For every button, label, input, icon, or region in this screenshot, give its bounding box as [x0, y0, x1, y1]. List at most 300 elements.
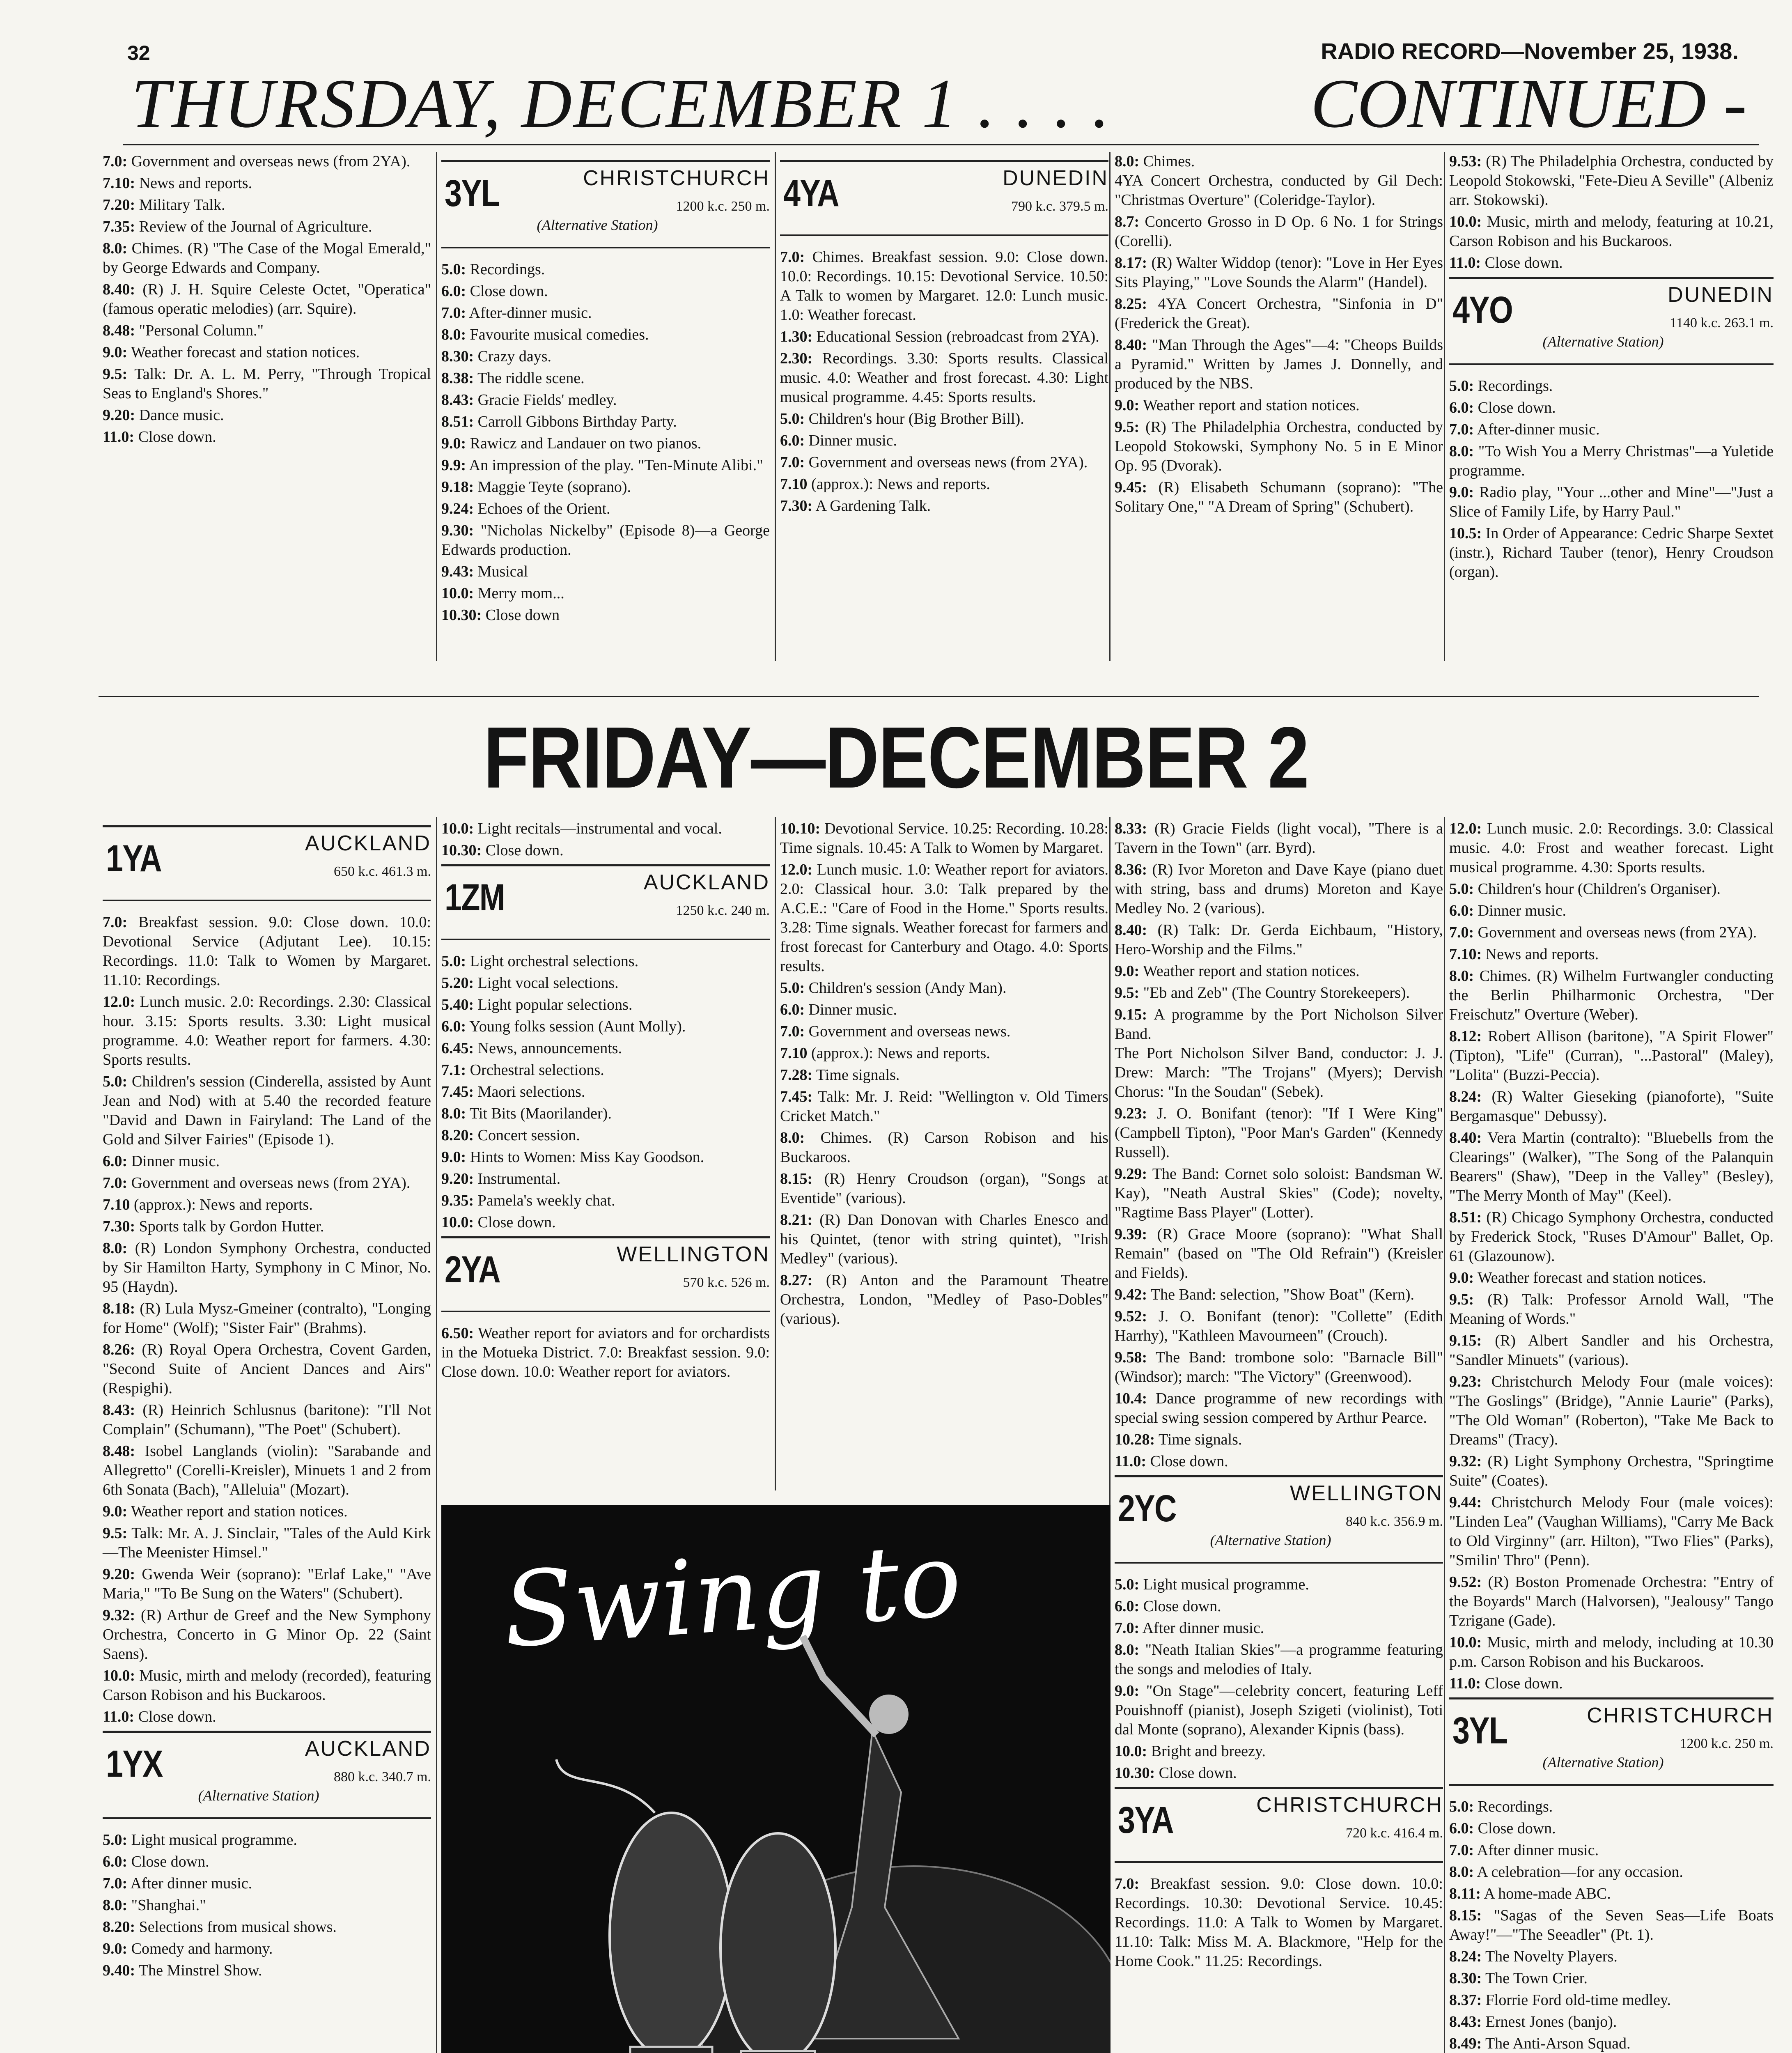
schedule-entry: [103, 1939, 431, 1959]
schedule: [441, 1324, 770, 1382]
entry-text: The Band: selection, "Show Boat" (Kern).: [1147, 1286, 1415, 1303]
entry-text: The Novelty Players.: [1482, 1948, 1618, 1965]
schedule-entry: [1449, 1573, 1774, 1630]
alternative-label: (Alternative Station): [537, 217, 658, 233]
entry-time: 5.20:: [441, 974, 474, 992]
friday-column-1: [103, 821, 431, 1983]
entry-time: 9.5:: [1115, 418, 1140, 436]
entry-time: 9.44:: [1449, 1494, 1482, 1511]
schedule-entry: [1115, 418, 1443, 475]
schedule-entry: [1449, 1633, 1774, 1672]
entry-text: Dinner music.: [1474, 902, 1566, 919]
schedule: [1115, 1874, 1443, 1971]
page-number: 32: [127, 41, 150, 64]
entry-time: 5.0:: [1449, 377, 1474, 395]
schedule-entry: [1449, 483, 1774, 521]
entry-text: "To Wish You a Merry Christmas"—a Yuletide programme.: [1449, 443, 1774, 479]
entry-text: (R) Ivor Moreton and Dave Kaye (piano duet with string, bass and drums) Moreton and Kaye Medley No. 2 (various).: [1115, 861, 1443, 917]
entry-text: Pamela's weekly chat.: [474, 1192, 615, 1209]
entry-text: After dinner music.: [1474, 1842, 1599, 1859]
city: WELLINGTON: [617, 1242, 770, 1266]
entry-time: 7.35:: [103, 218, 135, 235]
entry-text: Isobel Langlands (violin): "Sarabande and Allegretto" (Corelli-Kreisler), Minuets 1 and 2 from 6th Sonata (Bach), "Alleluia" (Mozart).: [103, 1442, 431, 1498]
schedule-entry: [780, 496, 1108, 516]
schedule-entry: [1115, 1575, 1443, 1594]
entry-time: 7.0:: [103, 1875, 128, 1892]
entry-time: 7.10:: [103, 175, 135, 192]
schedule-entry: [1449, 1797, 1774, 1816]
column-divider: [436, 817, 437, 2053]
schedule-entry: [1449, 398, 1774, 418]
frequency: 1200 k.c. 250 m.: [1680, 1736, 1774, 1751]
entry-time: 7.0:: [780, 454, 805, 471]
schedule-entry: [1115, 983, 1443, 1003]
call-sign: 3YL: [1452, 1710, 1507, 1752]
entry-text: Light popular selections.: [474, 996, 633, 1013]
entry-text: Time signals.: [1155, 1431, 1242, 1448]
schedule-entry: [1115, 1764, 1443, 1783]
entry-time: 9.35:: [441, 1192, 474, 1209]
entry-text: A Gardening Talk.: [812, 497, 931, 514]
schedule-entry: [780, 1000, 1108, 1020]
schedule-entry: [1449, 1906, 1774, 1945]
entry-text: Government and overseas news.: [805, 1023, 1011, 1040]
entry-time: 10.10:: [780, 820, 821, 837]
entry-time: 9.9:: [441, 457, 466, 474]
entry-text: "On Stage"—celebrity concert, featuring Leff Pouishnoff (pianist), Joseph Szigeti (violinist), Toti dal Monte (soprano), Alexander Kipnis (bass).: [1115, 1682, 1443, 1738]
entry-text: Rawicz and Landauer on two pianos.: [466, 435, 702, 452]
schedule-entry: [780, 453, 1108, 472]
entry-text: "Personal Column.": [135, 322, 264, 339]
entry-text: Chimes. (R) "The Case of the Mogal Emerald," by George Edwards and Company.: [103, 240, 431, 276]
entry-time: 8.0:: [441, 326, 466, 343]
page-title: THURSDAY, DECEMBER 1 . . . .: [131, 65, 1111, 142]
entry-text: Government and overseas news (from 2YA).: [127, 1174, 411, 1192]
entry-time: 8.40:: [1449, 1129, 1482, 1146]
entry-text: Selections from musical shows.: [135, 1918, 337, 1936]
schedule-entry: [103, 1874, 431, 1893]
schedule-entry: [441, 347, 770, 366]
entry-text: (approx.): News and reports.: [807, 1045, 990, 1062]
entry-time: 8.48:: [103, 322, 135, 339]
entry-time: 7.45:: [780, 1088, 813, 1105]
schedule-entry: [441, 1126, 770, 1145]
entry-time: 8.0:: [103, 1240, 128, 1257]
call-sign: 4YO: [1452, 289, 1513, 331]
schedule-entry: [441, 303, 770, 323]
entry-text: Chimes. (R) Wilhelm Furtwangler conducting the Berlin Philharmonic Orchestra, "Der Freischutz" Overture (Weber).: [1449, 967, 1774, 1023]
schedule-entry: [780, 1128, 1108, 1167]
ad-headline: Swing to: [499, 1519, 965, 1671]
entry-text: A home-made ABC.: [1481, 1885, 1611, 1902]
entry-time: 7.30:: [103, 1218, 135, 1235]
schedule-entry: [441, 1213, 770, 1232]
entry-time: 9.0:: [1449, 1269, 1474, 1286]
schedule-entry: [1449, 420, 1774, 439]
schedule-entry: [1115, 1104, 1443, 1162]
entry-text: Vera Martin (contralto): "Bluebells from the Clearings" (Walker), "The Song of the Palanquin Bearers" (Shaw), "Deep in the Valley" (Besley), "The Merry Month of May" (Keel).: [1449, 1129, 1774, 1204]
entry-text: Government and overseas news (from 2YA).: [805, 454, 1088, 471]
thursday-column-1: [103, 152, 431, 449]
schedule-entry: [780, 1087, 1108, 1126]
entry-text: Echoes of the Orient.: [474, 500, 610, 517]
entry-text: 4YA Concert Orchestra, "Sinfonia in D" (Frederick the Great).: [1115, 295, 1443, 332]
entry-text: Lunch music. 2.0: Recordings. 3.0: Classical music. 4.0: Frost and weather forecast. Light musical programme. 4.30: Sports results.: [1449, 820, 1774, 876]
entry-time: 9.5:: [103, 1525, 128, 1542]
entry-text: After-dinner music.: [1474, 421, 1600, 438]
entry-time: 8.43:: [103, 1401, 135, 1419]
schedule-entry: [1115, 1285, 1443, 1304]
call-sign: 4YA: [783, 172, 839, 214]
schedule-entry: [780, 475, 1108, 494]
entry-time: 11.0:: [1449, 1675, 1481, 1692]
schedule-entry: [1115, 819, 1443, 858]
schedule-entry: [441, 521, 770, 560]
entry-text: (approx.): News and reports.: [807, 475, 990, 493]
entry-text: Crazy days.: [474, 348, 552, 365]
entry-text: (approx.): News and reports.: [130, 1196, 313, 1213]
entry-text: (R) J. H. Squire Celeste Octet, "Operatica" (famous operatic melodies) (arr. Squire).: [103, 281, 431, 317]
entry-time: 8.0:: [1449, 1863, 1474, 1881]
alternative-label: (Alternative Station): [1542, 333, 1664, 350]
city: WELLINGTON: [1290, 1481, 1443, 1505]
entry-time: 6.0:: [441, 1018, 466, 1035]
entry-time: 9.43:: [441, 563, 474, 580]
entry-text: Close down.: [134, 428, 216, 446]
schedule-entry: [1115, 1005, 1443, 1102]
schedule-entry: [1449, 524, 1774, 582]
entry-text: Music, mirth and melody, including at 10.30 p.m. Carson Robison and his Buckaroos.: [1449, 1634, 1774, 1670]
entry-time: 9.20:: [103, 406, 135, 424]
schedule-entry: [1449, 152, 1774, 210]
entry-time: 7.0:: [1449, 1842, 1474, 1859]
entry-text: J. O. Bonifant (tenor): "If I Were King" (Campbell Tipton), "Poor Man's Garden" (Kennedy Russell).: [1115, 1105, 1443, 1161]
schedule-entry: [780, 978, 1108, 998]
schedule-entry: [1115, 1640, 1443, 1679]
friday-title: FRIDAY—DECEMBER 2: [483, 709, 1309, 806]
entry-text: Close down.: [1155, 1764, 1237, 1782]
entry-time: 11.0:: [1115, 1453, 1147, 1470]
schedule-entry: [1449, 442, 1774, 480]
entry-text: Weather forecast and station notices.: [127, 344, 360, 361]
entry-time: 9.53:: [1449, 153, 1482, 170]
thursday-column-5: [1449, 152, 1774, 584]
station-2yc: [1115, 1475, 1443, 1564]
entry-text: Time signals.: [812, 1066, 900, 1084]
entry-text: Close down.: [466, 282, 548, 300]
schedule-entry: [1115, 1164, 1443, 1222]
schedule-entry: [441, 1017, 770, 1036]
call-sign: 2YA: [445, 1249, 500, 1291]
entry-time: 8.0:: [1449, 967, 1474, 985]
entry-text: The Band: trombone solo: "Barnacle Bill" (Windsor); march: "The Victory" (Greenwood).: [1115, 1349, 1443, 1385]
frequency: 570 k.c. 526 m.: [683, 1275, 770, 1290]
schedule-entry: [441, 1324, 770, 1382]
entry-time: 5.0:: [103, 1073, 128, 1090]
entry-text: (R) Walter Widdop (tenor): "Love in Her Eyes Sits Playing," "Love Sounds the Alarm" (Handel).: [1115, 254, 1443, 291]
city: DUNEDIN: [1003, 166, 1108, 190]
entry-time: 8.51:: [441, 413, 474, 430]
entry-text: Close down.: [482, 842, 564, 859]
schedule-entry: [441, 1061, 770, 1080]
running-head: RADIO RECORD—November 25, 1938.: [1321, 38, 1739, 64]
schedule-entry: [1449, 1493, 1774, 1570]
entry-text: Sports talk by Gordon Hutter.: [135, 1218, 324, 1235]
schedule-entry: [780, 1210, 1108, 1268]
entry-text: Weather forecast and station notices.: [1474, 1269, 1707, 1286]
entry-text: Weather report for aviators and for orchardists in the Motueka District. 7.0: Breakfast session. 9.0: Close down. 10.0: Weather report for aviators.: [441, 1325, 770, 1380]
schedule-entry: [1449, 1841, 1774, 1860]
entry-time: 6.0:: [1115, 1598, 1140, 1615]
entry-text: Robert Allison (baritone), "A Spirit Flower" (Tipton), "Life" (Curran), "...Pastoral" (Maley), "Lolita" (Buzzi-Peccia).: [1449, 1028, 1774, 1084]
entry-time: 9.23:: [1449, 1373, 1482, 1390]
entry-time: 10.28:: [1115, 1431, 1155, 1448]
schedule-entry: [103, 913, 431, 990]
entry-time: 12.0:: [780, 861, 813, 878]
entry-time: 7.0:: [1449, 421, 1474, 438]
schedule-entry: [103, 1606, 431, 1664]
entry-time: 8.24:: [1449, 1088, 1482, 1105]
city: DUNEDIN: [1668, 283, 1774, 307]
column-divider: [775, 152, 776, 661]
entry-text: Dinner music.: [127, 1153, 220, 1170]
schedule-entry: [103, 406, 431, 425]
schedule-entry: [441, 412, 770, 432]
entry-time: 8.40:: [103, 281, 135, 298]
schedule-entry: [780, 1271, 1108, 1329]
schedule-entry: [780, 1044, 1108, 1063]
schedule-entry: [1115, 212, 1443, 251]
entry-time: 10.5:: [1449, 525, 1482, 542]
column-divider: [436, 152, 437, 661]
entry-time: 5.0:: [780, 979, 805, 997]
schedule-entry: [103, 1830, 431, 1850]
frequency: 650 k.c. 461.3 m.: [333, 864, 431, 879]
entry-text: "Sagas of the Seven Seas—Life Boats Away!"—"The Seeadler" (Pt. 1).: [1449, 1907, 1774, 1943]
entry-time: 9.20:: [441, 1170, 474, 1187]
entry-text: Young folks session (Aunt Molly).: [466, 1018, 686, 1035]
entry-time: 5.0:: [103, 1831, 128, 1849]
call-sign: 3YA: [1118, 1799, 1173, 1841]
entry-text: Light musical programme.: [127, 1831, 297, 1849]
entry-time: 10.0:: [441, 1214, 474, 1231]
entry-time: 7.0:: [1449, 924, 1474, 941]
entry-time: 9.42:: [1115, 1286, 1147, 1303]
schedule-entry: [103, 343, 431, 362]
schedule-entry: [441, 478, 770, 497]
entry-text: Christchurch Melody Four (male voices): "The Goslings" (Bridge), "Annie Laurie" (Parks), "The Old Woman" (Roberton), "Take Me Back to Dreams" (Tracy).: [1449, 1373, 1774, 1448]
entry-time: 8.21:: [780, 1211, 813, 1229]
entry-time: 9.5:: [103, 365, 128, 383]
entry-text: Dinner music.: [805, 432, 897, 449]
entry-time: 7.10:: [1449, 946, 1482, 963]
entry-time: 10.0:: [1449, 1634, 1482, 1651]
schedule-entry: [1449, 1674, 1774, 1693]
schedule-entry: [1449, 2012, 1774, 2032]
entry-text: The Anti-Arson Squad.: [1482, 2035, 1631, 2052]
entry-time: 12.0:: [1449, 820, 1482, 837]
entry-time: 10.0:: [1449, 213, 1482, 230]
entry-time: 10.4:: [1115, 1390, 1147, 1407]
schedule-entry: [1449, 1947, 1774, 1966]
schedule-entry: [441, 841, 770, 860]
alternative-label: (Alternative Station): [1210, 1532, 1331, 1548]
schedule-entry: [103, 427, 431, 447]
schedule-entry: [103, 1524, 431, 1562]
schedule-entry: [103, 1217, 431, 1236]
schedule-entry: [103, 992, 431, 1070]
thursday-column-2: [441, 156, 770, 627]
entry-text: (R) Elisabeth Schumann (soprano): "The Solitary One," "A Dream of Spring" (Schubert).: [1115, 479, 1443, 515]
entry-text: (R) Walter Gieseking (pianoforte), "Suite Bergamasque" Debussy).: [1449, 1088, 1774, 1125]
entry-time: 12.0:: [103, 993, 135, 1010]
entry-text: Instrumental.: [474, 1170, 561, 1187]
entry-time: 10.0:: [103, 1667, 135, 1684]
entry-time: 8.51:: [1449, 1209, 1482, 1226]
schedule-entry: [1449, 1862, 1774, 1882]
entry-text: Recordings. 3.30: Sports results. Classical music. 4.0: Weather and frost forecast. 4.30: Light musical programme. 4.45: Sports results.: [780, 350, 1108, 406]
entry-text: Devotional Service. 10.25: Recording. 10.28: Time signals. 10.45: A Talk to Women by Margaret.: [780, 820, 1108, 857]
schedule: [1449, 819, 1774, 1693]
entry-time: 8.11:: [1449, 1885, 1481, 1902]
schedule-entry: [1449, 1969, 1774, 1988]
entry-text: Music, mirth and melody (recorded), featuring Carson Robison and his Buckaroos.: [103, 1667, 431, 1704]
entry-time: 7.1:: [441, 1061, 466, 1079]
schedule-entry: [1449, 1208, 1774, 1266]
schedule: [1449, 377, 1774, 582]
entry-time: 8.25:: [1115, 295, 1147, 312]
schedule-entry: [1449, 1268, 1774, 1288]
schedule: [441, 819, 770, 860]
entry-time: 8.18:: [103, 1300, 135, 1317]
entry-time: 6.0:: [1449, 1820, 1474, 1837]
city: AUCKLAND: [305, 1737, 431, 1761]
entry-text: Ernest Jones (banjo).: [1482, 2013, 1617, 2030]
schedule-entry: [1115, 1225, 1443, 1283]
entry-text: (R) Boston Promenade Orchestra: "Entry of the Boyards" March (Halvorsen), "Jealousy" Tango Tzrigane (Gade).: [1449, 1573, 1774, 1629]
entry-text: Dinner music.: [805, 1001, 897, 1018]
entry-text: Light musical programme.: [1139, 1576, 1309, 1593]
station-1ya: [103, 825, 431, 901]
entry-text: Musical: [474, 563, 528, 580]
entry-text: (R) London Symphony Orchestra, conducted by Sir Hamilton Harty, Symphony in C Minor, No. 95 (Haydn).: [103, 1240, 431, 1295]
schedule-entry: [1115, 1619, 1443, 1638]
entry-text: Weather report and station notices.: [1139, 397, 1360, 414]
entry-text: The Town Crier.: [1482, 1970, 1588, 1987]
entry-time: 7.0:: [103, 1174, 128, 1192]
city: CHRISTCHURCH: [583, 166, 770, 190]
friday-column-2: [441, 819, 770, 1384]
schedule-entry: [780, 819, 1108, 858]
entry-text: Close down.: [474, 1214, 556, 1231]
entry-time: 5.0:: [441, 261, 466, 278]
entry-time: 8.43:: [441, 391, 474, 409]
entry-time: 7.10: [780, 1045, 808, 1062]
entry-time: 10.0:: [441, 820, 474, 837]
entry-text: Recordings.: [1474, 1798, 1553, 1815]
schedule-entry: [103, 1442, 431, 1500]
friday-column-3: [780, 819, 1108, 1331]
entry-text: Concerto Grosso in D Op. 6 No. 1 for Strings (Corelli).: [1115, 213, 1443, 250]
entry-time: 9.29:: [1115, 1165, 1147, 1183]
entry-time: 2.30:: [780, 350, 813, 367]
schedule-entry: [1449, 1290, 1774, 1329]
entry-text: Maggie Teyte (soprano).: [474, 478, 631, 496]
schedule-entry: [1115, 1874, 1443, 1971]
entry-text: A celebration—for any occasion.: [1474, 1863, 1683, 1881]
entry-time: 9.32:: [1449, 1453, 1482, 1470]
entry-text: A programme by the Port Nicholson Silver Band. The Port Nicholson Silver Band, conductor: J. J. Drew: March: "The Trojans" (Myers); Dervish Chorus: "In the Soudan" (Sebek).: [1115, 1006, 1443, 1100]
thursday-column-3: [780, 156, 1108, 518]
entry-time: 8.0:: [1115, 1641, 1140, 1658]
schedule-entry: [103, 174, 431, 193]
call-sign: 1YA: [106, 838, 161, 880]
schedule-entry: [103, 217, 431, 237]
entry-time: 10.30:: [441, 842, 482, 859]
schedule-entry: [103, 1666, 431, 1705]
schedule-entry: [780, 1169, 1108, 1208]
section-rule: [99, 696, 1759, 697]
entry-time: 6.0:: [1449, 902, 1474, 919]
schedule-entry: [441, 1169, 770, 1189]
entry-text: Tit Bits (Maorilander).: [466, 1105, 612, 1122]
schedule-entry: [441, 282, 770, 301]
entry-time: 7.0:: [780, 1023, 805, 1040]
call-sign: 1ZM: [445, 877, 505, 919]
entry-time: 8.38:: [441, 370, 474, 387]
entry-time: 7.10: [780, 475, 808, 493]
entry-text: "Neath Italian Skies"—a programme featuring the songs and melodies of Italy.: [1115, 1641, 1443, 1678]
schedule-entry: [441, 1082, 770, 1102]
entry-text: (R) The Philadelphia Orchestra, conducted by Leopold Stokowski, "Fete-Dieu A Seville" (Albeniz arr. Stokowski).: [1449, 153, 1774, 209]
entry-text: Close down.: [1474, 1820, 1556, 1837]
station-3yl: [1449, 1697, 1774, 1786]
schedule-entry: [1449, 1819, 1774, 1838]
entry-time: 11.0:: [103, 428, 135, 446]
entry-time: 6.0:: [780, 1001, 805, 1018]
schedule-entry: [1115, 335, 1443, 393]
entry-text: News, announcements.: [474, 1040, 622, 1057]
schedule-entry: [103, 1502, 431, 1521]
entry-time: 7.10: [103, 1196, 130, 1213]
entry-time: 8.20:: [103, 1918, 135, 1936]
entry-time: 8.12:: [1449, 1028, 1482, 1045]
entry-text: Weather report and station notices.: [1139, 962, 1360, 980]
frequency: 1250 k.c. 240 m.: [676, 903, 770, 918]
entry-text: Children's hour (Children's Organiser).: [1474, 880, 1721, 898]
entry-time: 9.58:: [1115, 1349, 1147, 1366]
schedule-entry: [441, 1191, 770, 1210]
schedule-entry: [441, 1104, 770, 1123]
entry-time: 9.20:: [103, 1566, 135, 1583]
continued-label: CONTINUED -: [1310, 65, 1747, 142]
entry-text: (R) Light Symphony Orchestra, "Springtime Suite" (Coates).: [1449, 1453, 1774, 1489]
schedule-entry: [780, 327, 1108, 347]
entry-text: Chimes. Breakfast session. 9.0: Close down. 10.0: Recordings. 10.15: Devotional Service. 10.50: A Talk to women by Margaret. 12.0: Lunch music. 1.0: Weather forecast.: [780, 248, 1108, 324]
schedule-entry: [441, 974, 770, 993]
entry-text: Close down.: [1139, 1598, 1221, 1615]
entry-text: Light orchestral selections.: [466, 953, 639, 970]
entry-time: 7.0:: [1115, 1875, 1140, 1892]
schedule: [1115, 819, 1443, 1471]
schedule-entry: [441, 819, 770, 838]
schedule-entry: [780, 409, 1108, 429]
entry-time: 8.20:: [441, 1127, 474, 1144]
schedule-entry: [441, 499, 770, 519]
entry-time: 9.45:: [1115, 479, 1147, 496]
schedule-entry: [780, 248, 1108, 325]
entry-time: 6.0:: [1449, 399, 1474, 416]
